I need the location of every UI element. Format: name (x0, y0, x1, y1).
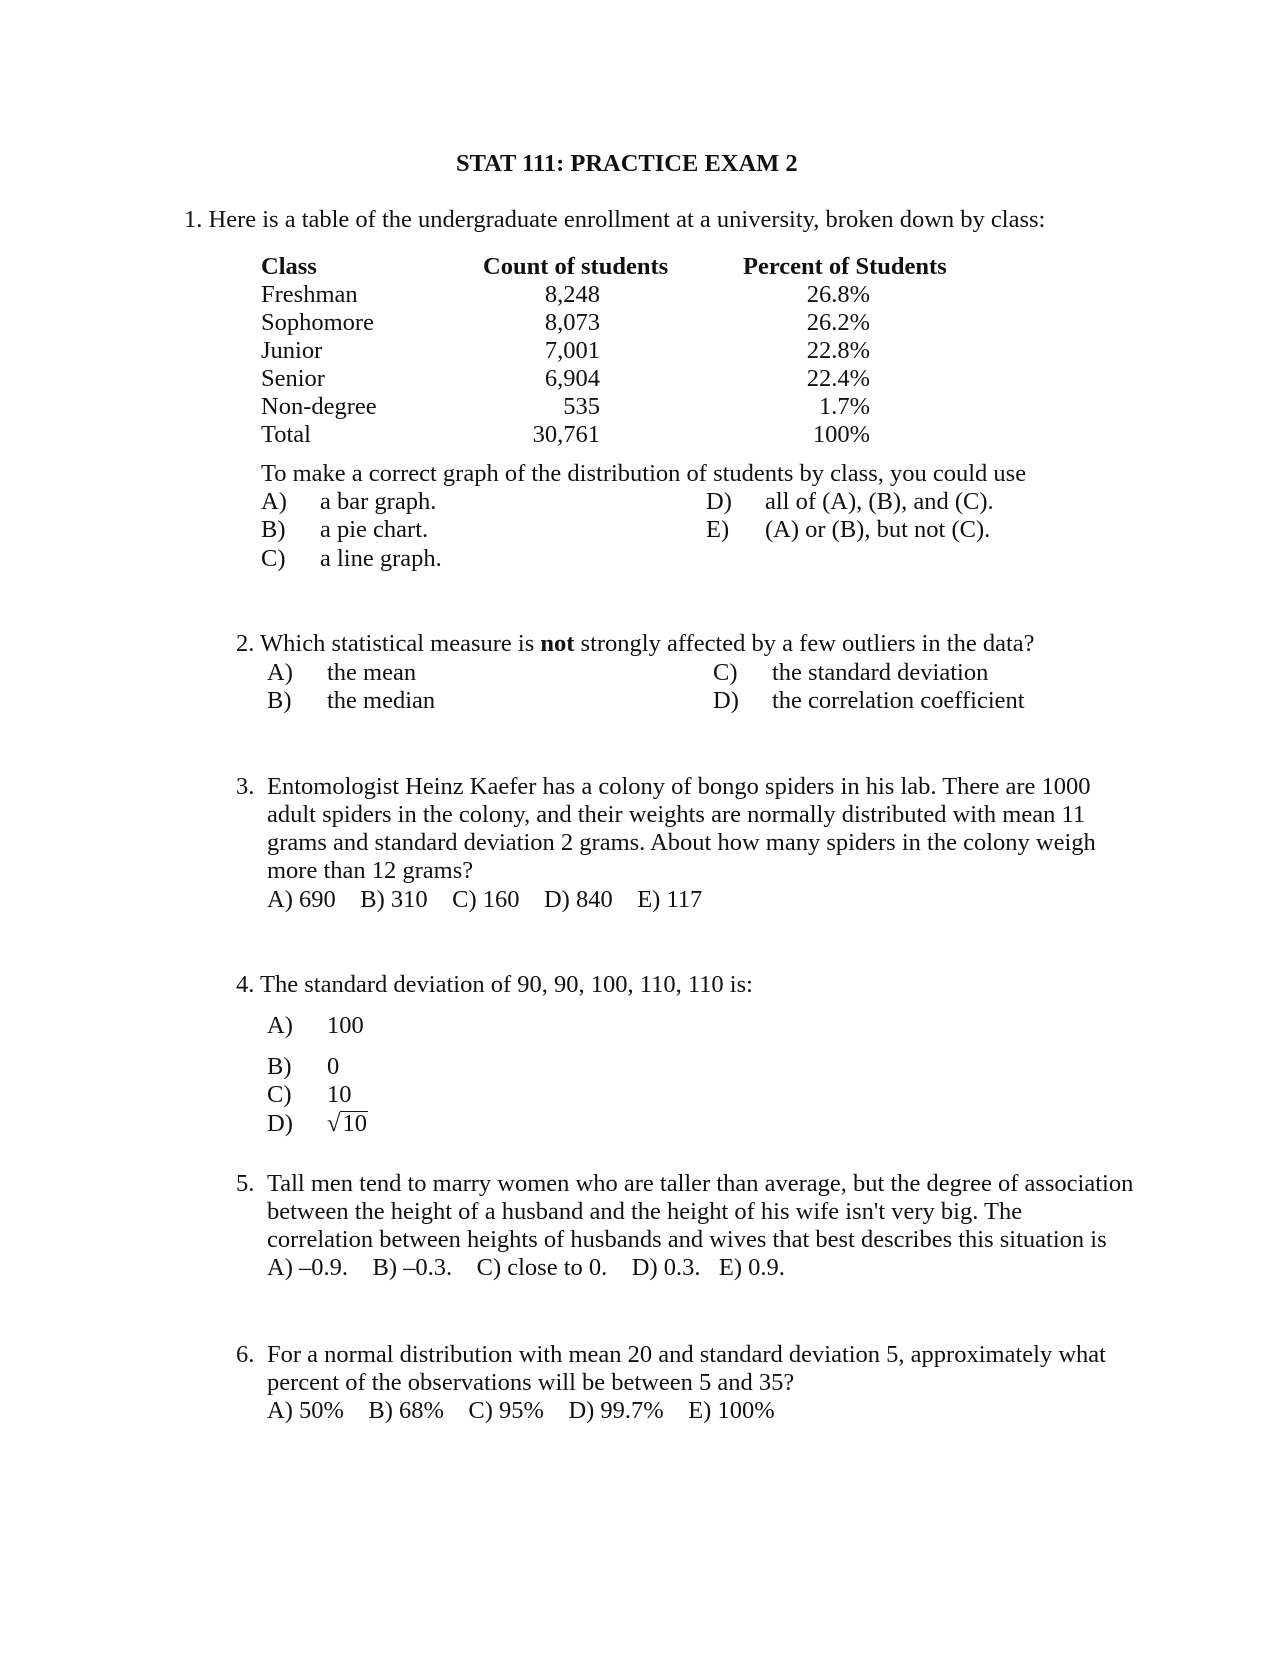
q1-option-text-d: all of (A), (B), and (C). (765, 488, 994, 515)
q3-number: 3. (236, 773, 255, 800)
table-cell-percent: 100% (812, 421, 870, 448)
q2-prompt (236, 630, 1035, 658)
q1-option-letter-a: A) (261, 488, 287, 515)
q4-option-letter-b: B) (267, 1053, 292, 1080)
q6-line: For a normal distribution with mean 20 and standard deviation 5, approximately what (267, 1341, 1106, 1368)
q3-line: adult spiders in the colony, and their weights are normally distributed with mean 11 (267, 801, 1086, 828)
q2-option-letter-c: C) (713, 659, 738, 686)
q5-line: between the height of a husband and the height of his wife isn't very big. The (267, 1198, 1023, 1225)
q1-prompt: 1. Here is a table of the undergraduate enrollment at a university, broken down by class: (184, 206, 1046, 233)
q2-option-text-d: the correlation coefficient (772, 687, 1025, 714)
q5-line: Tall men tend to marry women who are taller than average, but the degree of association (267, 1170, 1134, 1197)
table-cell-class: Junior (261, 337, 323, 364)
q2-option-letter-b: B) (267, 687, 292, 714)
q1-option-text-e: (A) or (B), but not (C). (765, 516, 991, 543)
q1-option-letter-c: C) (261, 545, 286, 572)
table-cell-class: Total (261, 421, 311, 448)
table-cell-count: 7,001 (544, 337, 600, 364)
q4-option-letter-a: A) (267, 1012, 293, 1039)
q3-line: Entomologist Heinz Kaefer has a colony of bongo spiders in his lab. There are 1000 (267, 773, 1091, 800)
table-cell-class: Non-degree (261, 393, 377, 420)
q4-option-text-d (327, 1110, 368, 1138)
q2-prompt-emphasis: not (540, 630, 575, 657)
page-title: STAT 111: PRACTICE EXAM 2 (456, 150, 798, 177)
table-cell-class: Sophomore (261, 309, 374, 336)
q6-line: percent of the observations will be between 5 and 35? (267, 1369, 795, 1396)
table-cell-percent: 26.2% (806, 309, 870, 336)
q1-option-letter-d: D) (706, 488, 732, 515)
q2-option-text-a: the mean (327, 659, 417, 686)
table-header-count: Count of students (483, 253, 669, 280)
table-cell-count: 535 (563, 393, 600, 420)
q1-option-text-a: a bar graph. (320, 488, 437, 515)
q2-option-text-b: the median (327, 687, 436, 714)
table-cell-count: 8,073 (544, 309, 600, 336)
q2-prompt-after: strongly affected by a few outliers in the data? (574, 630, 1035, 657)
table-cell-percent: 22.4% (806, 365, 870, 392)
q4-prompt: 4. The standard deviation of 90, 90, 100, 110, 110 is: (236, 971, 753, 998)
q4-option-text-c: 10 (327, 1081, 352, 1108)
square-root-radicand: 10 (342, 1110, 367, 1137)
square-root-expression (327, 1110, 368, 1138)
table-cell-count: 30,761 (532, 421, 600, 448)
table-cell-class: Senior (261, 365, 325, 392)
q1-stem: To make a correct graph of the distribution of students by class, you could use (261, 460, 1027, 487)
square-root-icon: √ (327, 1110, 341, 1137)
table-cell-percent: 1.7% (818, 393, 870, 420)
table-header-percent: Percent of Students (743, 253, 947, 280)
table-cell-count: 8,248 (544, 281, 600, 308)
q2-option-letter-d: D) (713, 687, 739, 714)
q3-line: more than 12 grams? (267, 857, 474, 884)
table-header-class: Class (261, 253, 317, 280)
q2-option-text-c: the standard deviation (772, 659, 989, 686)
q1-option-letter-b: B) (261, 516, 286, 543)
q4-option-letter-c: C) (267, 1081, 292, 1108)
q4-option-text-a: 100 (327, 1012, 364, 1039)
q5-options: A) –0.9. B) –0.3. C) close to 0. D) 0.3. E) 0.9. (267, 1254, 785, 1281)
q1-option-letter-e: E) (706, 516, 730, 543)
q2-option-letter-a: A) (267, 659, 293, 686)
q1-option-text-b: a pie chart. (320, 516, 429, 543)
table-cell-percent: 26.8% (806, 281, 870, 308)
table-cell-count: 6,904 (544, 365, 600, 392)
q1-option-text-c: a line graph. (320, 545, 442, 572)
table-cell-class: Freshman (261, 281, 358, 308)
q3-line: grams and standard deviation 2 grams. About how many spiders in the colony weigh (267, 829, 1096, 856)
q6-number: 6. (236, 1341, 255, 1368)
q2-prompt-before: 2. Which statistical measure is (236, 630, 541, 657)
q6-options: A) 50% B) 68% C) 95% D) 99.7% E) 100% (267, 1397, 775, 1424)
q4-option-text-b: 0 (327, 1053, 340, 1080)
q5-number: 5. (236, 1170, 255, 1197)
table-cell-percent: 22.8% (806, 337, 870, 364)
q3-options: A) 690 B) 310 C) 160 D) 840 E) 117 (267, 886, 703, 913)
q4-option-letter-d: D) (267, 1110, 293, 1137)
q5-line: correlation between heights of husbands and wives that best describes this situation is (267, 1226, 1107, 1253)
